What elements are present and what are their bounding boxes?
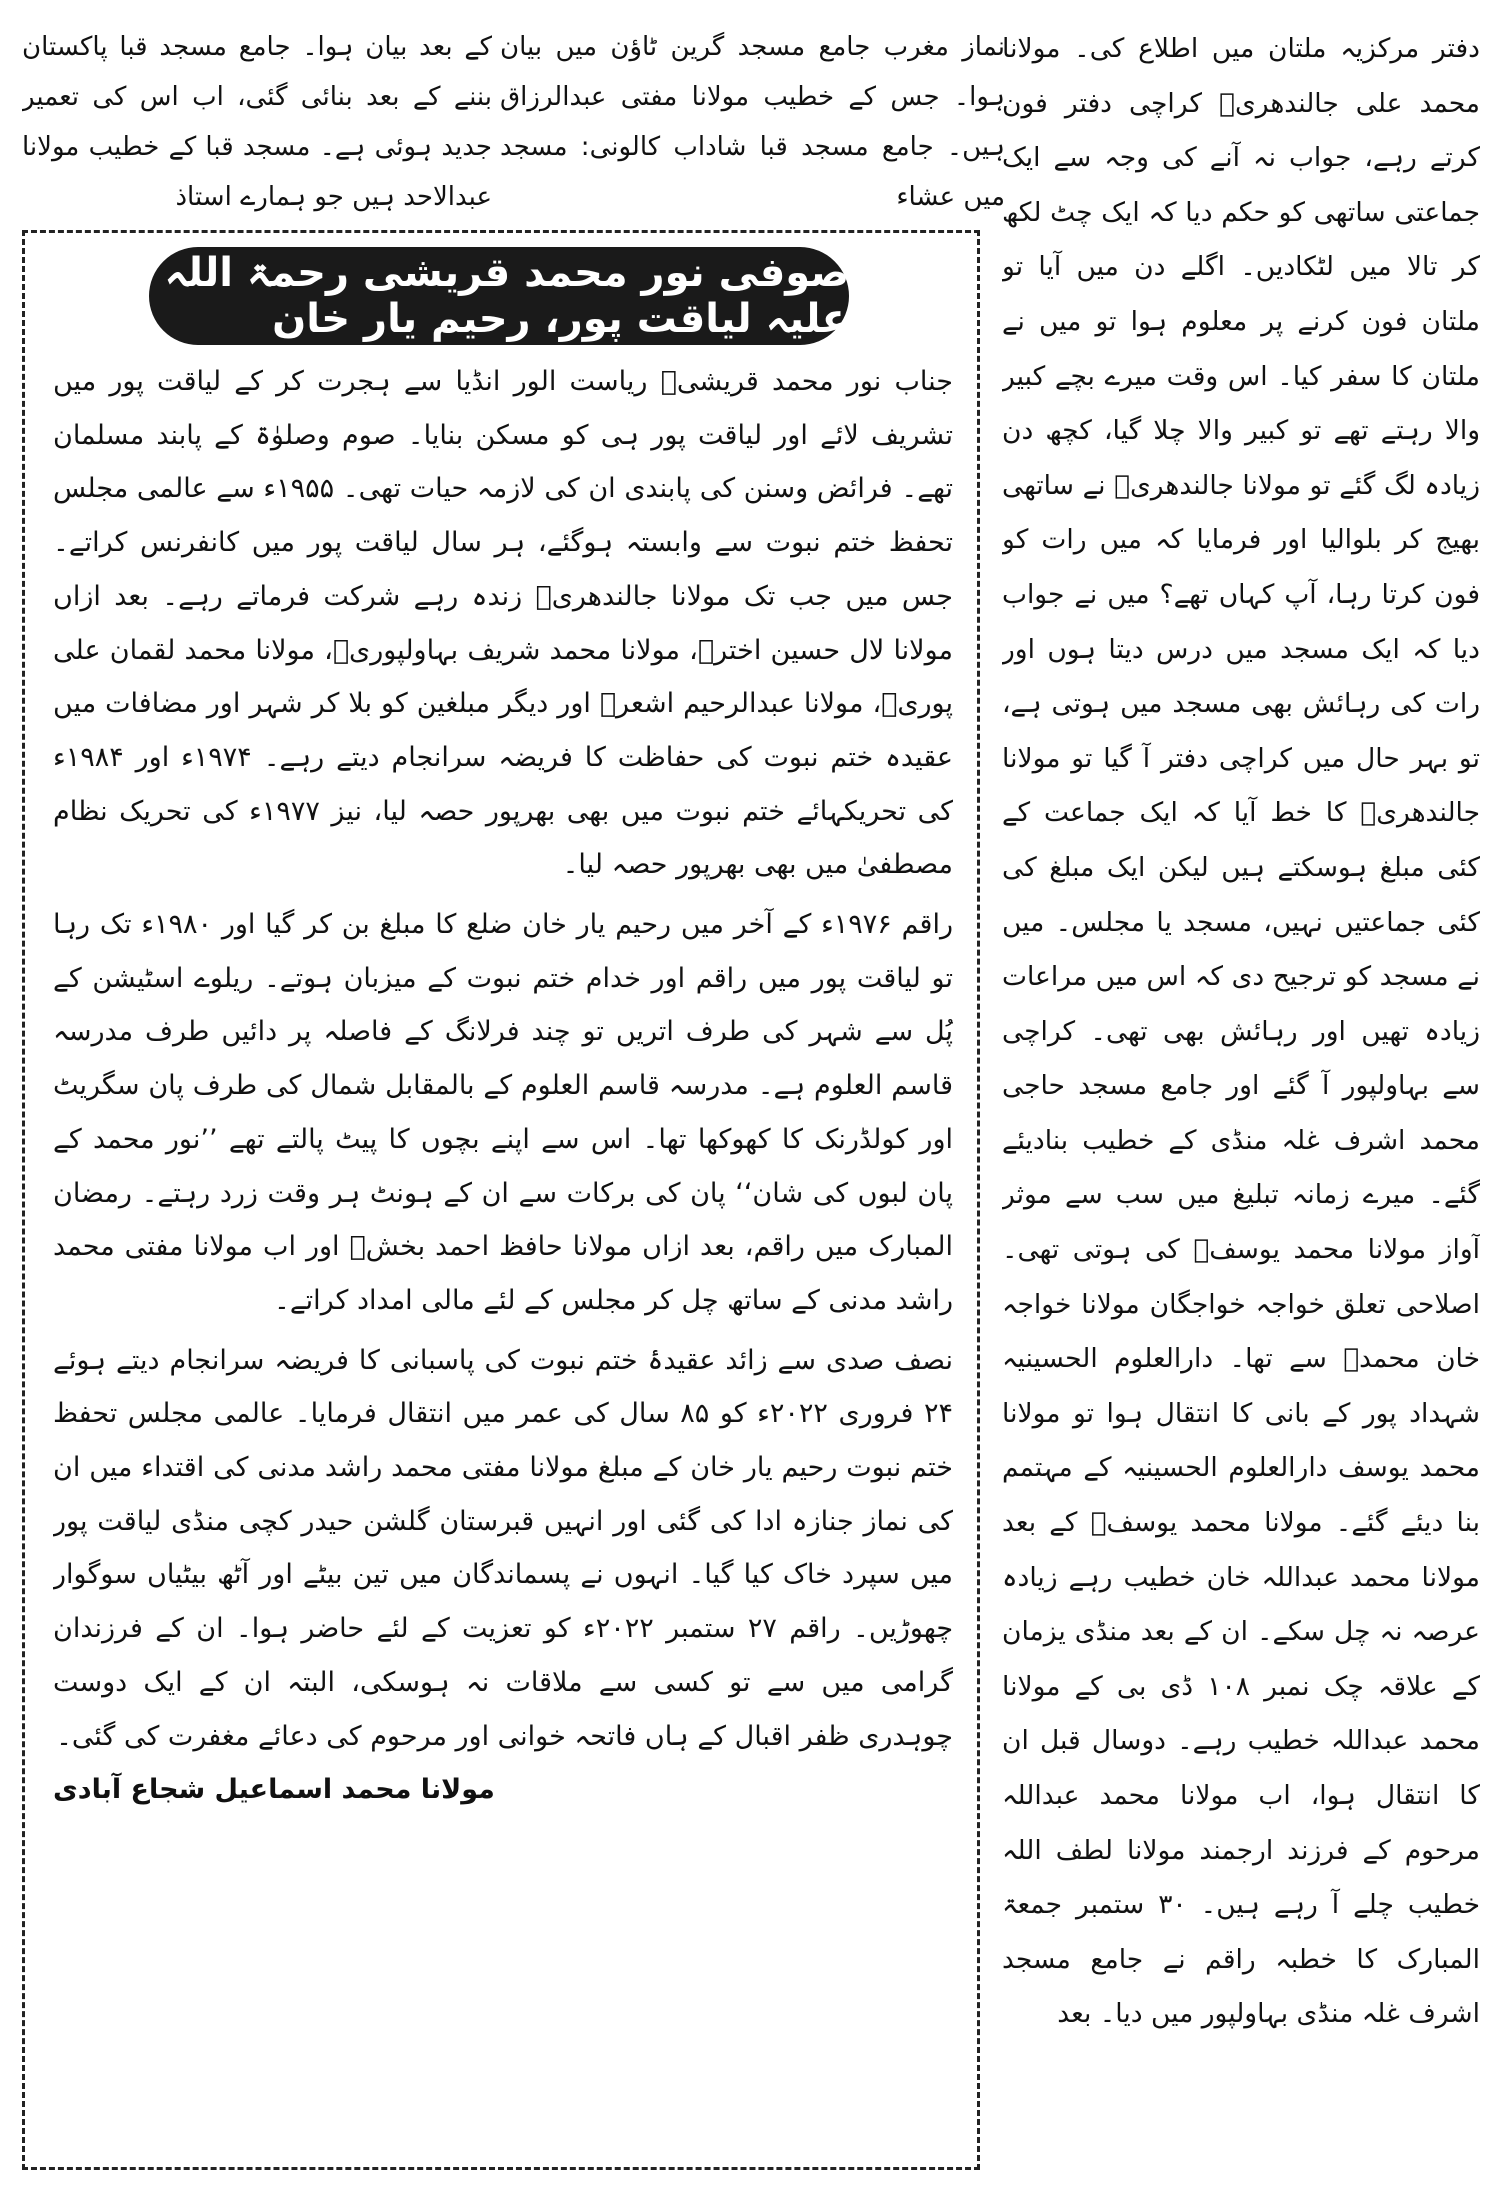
article-box [22, 230, 980, 2170]
article-signature-row [53, 1763, 953, 1817]
article-paragraph-2: راقم ۱۹۷۶ء کے آخر میں رحیم یار خان ضلع کا مبلغ بن کر گیا اور ۱۹۸۰ء تک رہا تو لیاقت پور میں راقم اور خدام ختم نبوت کے میزبان ہوتے۔ ریلوے اسٹیشن کے پُل سے شہر کی طرف اتریں تو چند فرلانگ کے فاصلہ پر دائیں طرف مدرسہ قاسم العلوم ہے۔ مدرسہ قاسم العلوم کے بالمقابل شمال کی طرف پان سگریٹ اور کولڈرنک کا کھوکھا تھا۔ اس سے اپنے بچوں کا پیٹ پالتے تھے ’’نور محمد کے پان لبوں کی شان‘‘ پان کی برکات سے ان کے ہونٹ ہر وقت زرد رہتے۔ رمضان المبارک میں راقم، بعد ازاں مولانا حافظ احمد بخشؒ اور اب مولانا مفتی محمد راشد مدنی کے ساتھ چل کر مجلس کے لئے مالی امداد کراتے۔ [53, 909, 953, 1316]
article-title-banner [149, 247, 849, 345]
right-column-text: دفتر مرکزیہ ملتان میں اطلاع کی۔ مولانا محمد علی جالندھریؒ کراچی دفتر فون کرتے رہے، جواب نہ آنے کی وجہ سے ایک جماعتی ساتھی کو حکم دیا کہ ایک چٹ لکھ کر تالا میں لٹکادیں۔ اگلے دن میں آیا تو ملتان فون کرنے پر معلوم ہوا تو میں نے ملتان کا سفر کیا۔ اس وقت میرے بچے کبیر والا رہتے تھے تو کبیر والا چلا گیا، کچھ دن زیادہ لگ گئے تو مولانا جالندھریؒ نے ساتھی بھیج کر بلوالیا اور فرمایا کہ میں رات کو فون کرتا رہا، آپ کہاں تھے؟ میں نے جواب دیا کہ ایک مسجد میں درس دیتا ہوں اور رات کی رہائش بھی مسجد میں ہوتی ہے، تو بہر حال میں کراچی دفتر آ گیا تو مولانا جالندھریؒ کا خط آیا کہ ایک جماعت کے کئی مبلغ ہوسکتے ہیں لیکن ایک مبلغ کی کئی جماعتیں نہیں، مسجد یا مجلس۔ میں نے مسجد کو ترجیح دی کہ اس میں مراعات زیادہ تھیں اور رہائش بھی تھی۔ کراچی سے بہاولپور آ گئے اور جامع مسجد حاجی محمد اشرف غلہ منڈی کے خطیب بنادیئے گئے۔ میرے زمانہ تبلیغ میں سب سے موثر آواز مولانا محمد یوسفؒ کی ہوتی تھی۔ اصلاحی تعلق خواجہ خواجگان مولانا خواجہ خان محمدؒ سے تھا۔ دارالعلوم الحسینیہ شہداد پور کے بانی کا انتقال ہوا تو مولانا محمد یوسف دارالعلوم الحسینیہ کے مہتمم بنا دیئے گئے۔ مولانا محمد یوسفؒ کے بعد مولانا محمد عبداللہ خان خطیب رہے زیادہ عرصہ نہ چل سکے۔ ان کے بعد منڈی یزمان کے علاقہ چک نمبر ۱۰۸ ڈی بی کے مولانا محمد عبداللہ خطیب رہے۔ دوسال قبل ان کا انتقال ہوا، اب مولانا محمد عبداللہ مرحوم کے فرزند ارجمند مولانا لطف اللہ خطیب چلے آ رہے ہیں۔ ۳۰ ستمبر جمعۃ المبارک کا خطبہ راقم نے جامع مسجد اشرف غلہ منڈی بہاولپور میں دیا۔ بعد [1002, 33, 1480, 2030]
article-paragraph-1: جناب نور محمد قریشیؒ ریاست الور انڈیا سے ہجرت کر کے لیاقت پور میں تشریف لائے اور لیاقت پور ہی کو مسکن بنایا۔ صوم وصلوٰۃ کے پابند مسلمان تھے۔ فرائض وسنن کی پابندی ان کی لازمہ حیات تھی۔ ۱۹۵۵ء سے عالمی مجلس تحفظ ختم نبوت سے وابستہ ہوگئے، ہر سال لیاقت پور میں کانفرنس کراتے۔ جس میں جب تک مولانا جالندھریؒ زندہ رہے شرکت فرماتے رہے۔ بعد ازاں مولانا لال حسین اخترؒ، مولانا محمد شریف بہاولپوریؒ، مولانا محمد لقمان علی پوریؒ، مولانا عبدالرحیم اشعرؒ اور دیگر مبلغین کو بلا کر شہر اور مضافات میں عقیدہ ختم نبوت کی حفاظت کا فریضہ سرانجام دیتے رہے۔ ۱۹۷۴ء اور ۱۹۸۴ء کی تحریکہائے ختم نبوت میں بھی بھرپور حصہ لیا، نیز ۱۹۷۷ء کی تحریک نظام مصطفیٰ میں بھی بھرپور حصہ لیا۔ [53, 366, 953, 881]
article-paragraph-3: نصف صدی سے زائد عقیدۂ ختم نبوت کی پاسبانی کا فریضہ سرانجام دیتے ہوئے ۲۴ فروری ۲۰۲۲ء کو ۸۵ سال کی عمر میں انتقال فرمایا۔ عالمی مجلس تحفظ ختم نبوت رحیم یار خان کے مبلغ مولانا مفتی محمد راشد مدنی کی اقتداء میں ان کی نماز جنازہ ادا کی گئی اور انہیں قبرستان گلشن حیدر کچی منڈی لیاقت پور میں سپرد خاک کیا گیا۔ انہوں نے پسماندگان میں تین بیٹے اور آٹھ بیٹیاں سوگوار چھوڑیں۔ راقم ۲۷ ستمبر ۲۰۲۲ء کو تعزیت کے لئے حاضر ہوا۔ ان کے فرزندان گرامی میں سے تو کسی سے ملاقات نہ ہوسکی، البتہ ان کے ایک دوست چوہدری ظفر اقبال کے ہاں فاتحہ خوانی اور مرحوم کی دعائے مغفرت کی گئی۔ [53, 1344, 953, 1752]
top-column-left [22, 22, 492, 222]
right-column [1002, 22, 1480, 2182]
top-column-middle-text: نماز مغرب جامع مسجد گرین ٹاؤن میں بیان ہوا۔ جس کے خطیب مولانا مفتی عبدالرزاق ہیں۔ جامع مسجد قبا شاداب کالونی: مسجد میں عشاء [500, 32, 1005, 212]
article-title: صوفی نور محمد قریشی رحمۃ اللہ علیہ لیاقت پور، رحیم یار خان [164, 250, 849, 342]
top-column-left-text: کے بعد بیان ہوا۔ جامع مسجد قبا پاکستان بننے کے بعد بنائی گئی، اب اس کی تعمیر جدید ہوئی ہے۔ مسجد قبا کے خطیب مولانا عبدالاحد ہیں جو ہمارے استاذ [22, 32, 492, 212]
top-column-middle [500, 22, 1005, 222]
article-body [53, 355, 953, 2153]
article-author: مولانا محمد اسماعیل شجاع آبادی [53, 1774, 495, 1806]
